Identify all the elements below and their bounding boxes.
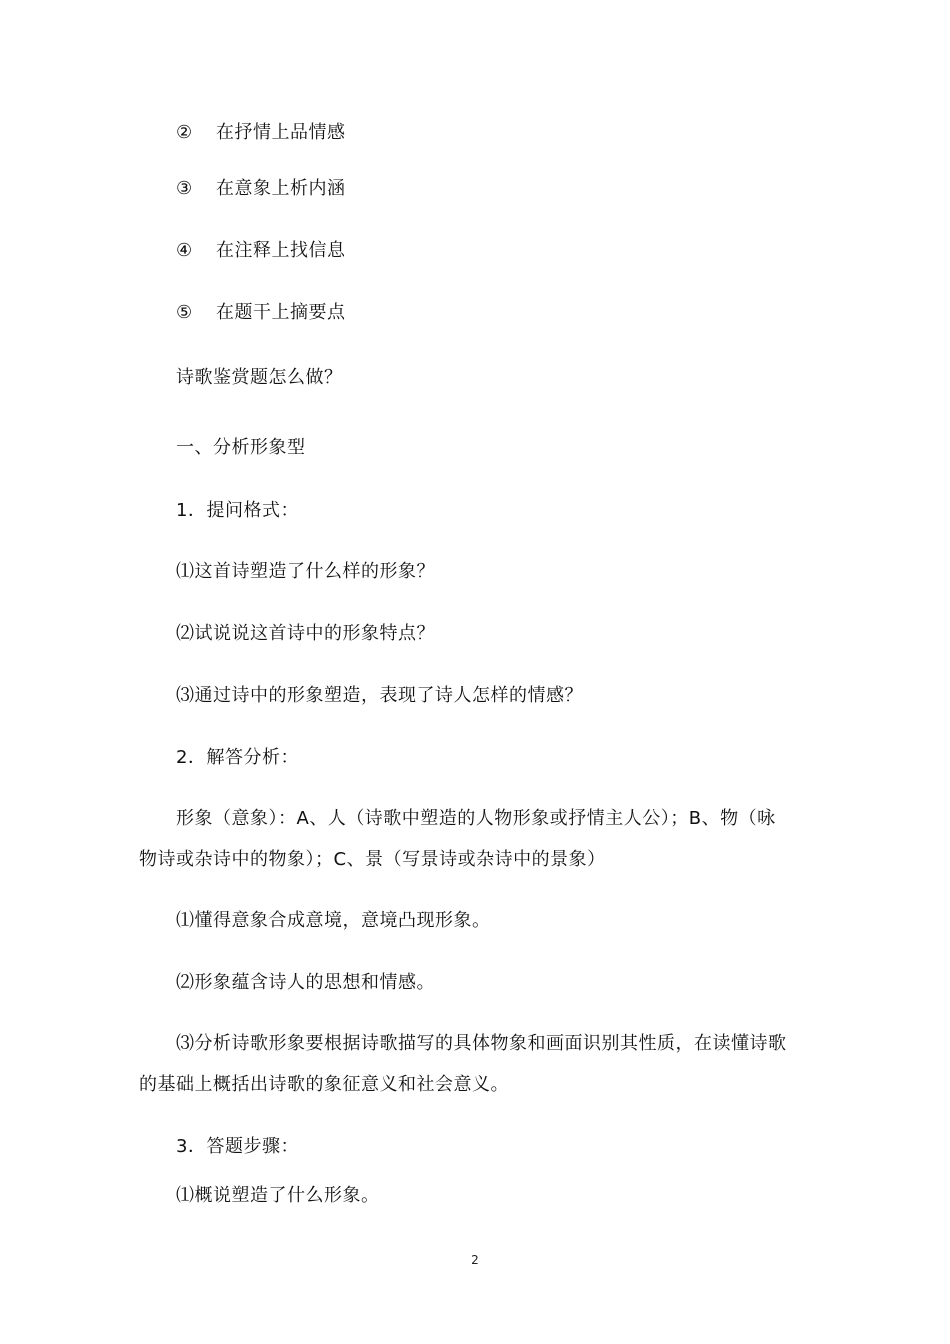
list-item-text: 在抒情上品情感 — [216, 122, 346, 143]
list-item — [176, 240, 346, 262]
list-item-text: 在注释上找信息 — [216, 240, 346, 261]
question-item: ⑵试说说这首诗中的形象特点？ — [176, 623, 435, 644]
list-item-number: ④ — [176, 240, 193, 261]
list-item-number: ⑤ — [176, 302, 193, 323]
paragraph-line: 的基础上概括出诗歌的象征意义和社会意义。 — [139, 1074, 509, 1095]
page-number: 2 — [471, 1253, 479, 1267]
subsection-title: 2．解答分析： — [176, 747, 299, 768]
question-item: ⑶通过诗中的形象塑造，表现了诗人怎样的情感？ — [176, 685, 583, 706]
list-item — [176, 122, 346, 144]
subsection-title: 3．答题步骤： — [176, 1136, 299, 1157]
question-heading: 诗歌鉴赏题怎么做？ — [176, 367, 343, 388]
list-item-text: 在意象上析内涵 — [216, 178, 346, 199]
question-item: ⑴这首诗塑造了什么样的形象？ — [176, 561, 435, 582]
list-item-number: ② — [176, 122, 193, 143]
section-title: 一、分析形象型 — [176, 437, 306, 458]
list-item — [176, 302, 346, 324]
paragraph-line: 物诗或杂诗中的物象）；C、景（写景诗或杂诗中的景象） — [139, 849, 606, 870]
list-item-number: ③ — [176, 178, 193, 199]
paragraph-line: 形象（意象）：A、人（诗歌中塑造的人物形象或抒情主人公）；B、物（咏 — [176, 808, 776, 829]
list-item — [176, 178, 346, 200]
list-item-text: 在题干上摘要点 — [216, 302, 346, 323]
step-item: ⑴概说塑造了什么形象。 — [176, 1185, 380, 1206]
paragraph-line: ⑶分析诗歌形象要根据诗歌描写的具体物象和画面识别其性质，在读懂诗歌 — [176, 1033, 787, 1054]
subsection-title: 1．提问格式： — [176, 500, 299, 521]
analysis-item: ⑵形象蕴含诗人的思想和情感。 — [176, 972, 435, 993]
analysis-item: ⑴懂得意象合成意境，意境凸现形象。 — [176, 910, 491, 931]
